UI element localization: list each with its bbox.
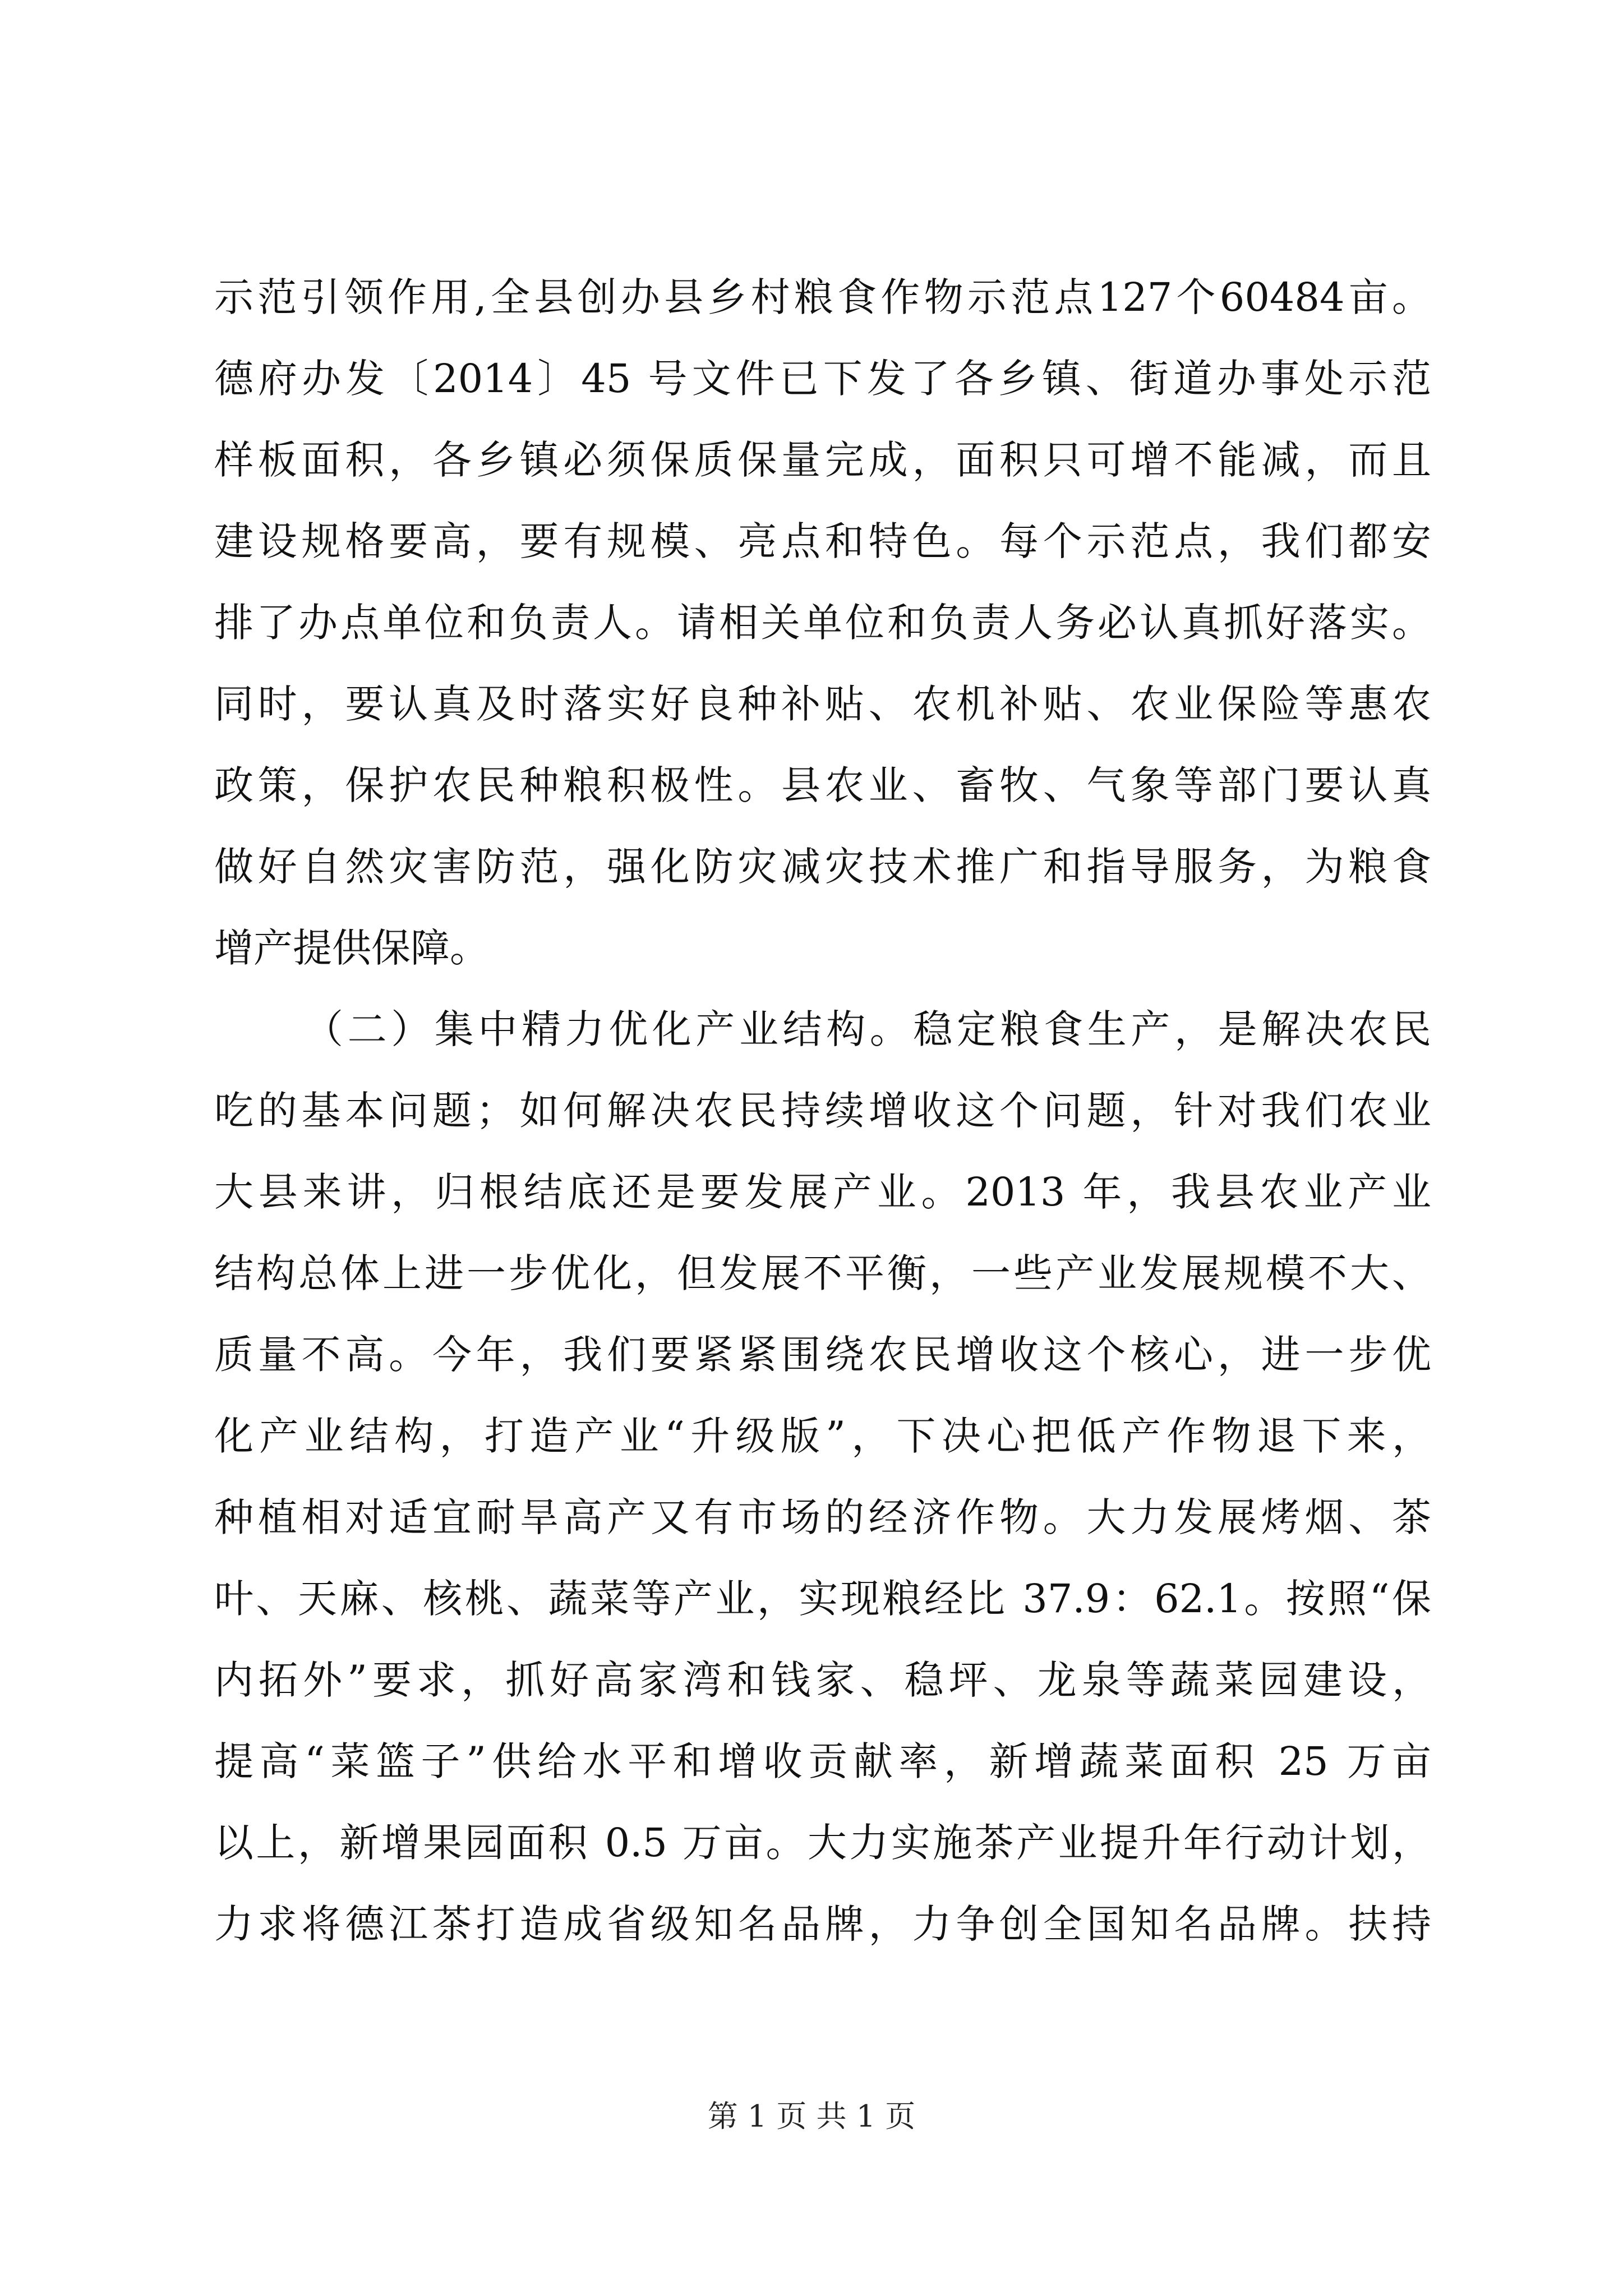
text-line: 力求将德江茶打造成省级知名品牌，力争创全国知名品牌。扶持 [214,1901,1431,1947]
text-line: 质量不高。今年，我们要紧紧围绕农民增收这个核心，进一步优 [214,1332,1431,1378]
text-line: 叶、天麻、核桃、蔬菜等产业，实现粮经比 37.9：62.1。按照“保 [214,1576,1431,1622]
text-line: 内拓外”要求，抓好高家湾和钱家、稳坪、龙泉等蔬菜园建设， [214,1657,1431,1703]
text-line: 吃的基本问题；如何解决农民持续增收这个问题，针对我们农业 [214,1088,1431,1134]
text-line: 德府办发〔2014〕45 号文件已下发了各乡镇、街道办事处示范 [214,356,1431,402]
text-line: 结构总体上进一步优化，但发展不平衡，一些产业发展规模不大、 [214,1250,1431,1296]
text-line: 示范引领作用,全县创办县乡村粮食作物示范点127个60484亩。 [214,274,1431,320]
text-line: 样板面积，各乡镇必须保质保量完成，面积只可增不能减，而且 [214,437,1431,483]
text-line: 种植相对适宜耐旱高产又有市场的经济作物。大力发展烤烟、茶 [214,1494,1431,1540]
paragraph-end-line: 增产提供保障。 [214,925,489,971]
text-line: 同时，要认真及时落实好良种补贴、农机补贴、农业保险等惠农 [214,681,1431,727]
text-line: 做好自然灾害防范，强化防灾减灾技术推广和指导服务，为粮食 [214,844,1431,890]
text-line: 提高“菜篮子”供给水平和增收贡献率，新增蔬菜面积 25 万亩 [214,1738,1431,1784]
text-line: 排了办点单位和负责人。请相关单位和负责人务必认真抓好落实。 [214,600,1431,646]
text-line: 以上，新增果园面积 0.5 万亩。大力实施茶产业提升年行动计划， [214,1820,1431,1866]
text-line: 大县来讲，归根结底还是要发展产业。2013 年，我县农业产业 [214,1169,1431,1215]
text-line: 化产业结构，打造产业“升级版”，下决心把低产作物退下来， [214,1413,1431,1459]
text-line: 建设规格要高，要有规模、亮点和特色。每个示范点，我们都安 [214,518,1431,564]
section-heading-line: （二）集中精力优化产业结构。稳定粮食生产，是解决农民 [304,1006,1431,1052]
text-line: 政策，保护农民种粮积极性。县农业、畜牧、气象等部门要认真 [214,762,1431,808]
document-body [214,257,1431,1965]
page-number-footer: 第 1 页 共 1 页 [707,2099,916,2134]
